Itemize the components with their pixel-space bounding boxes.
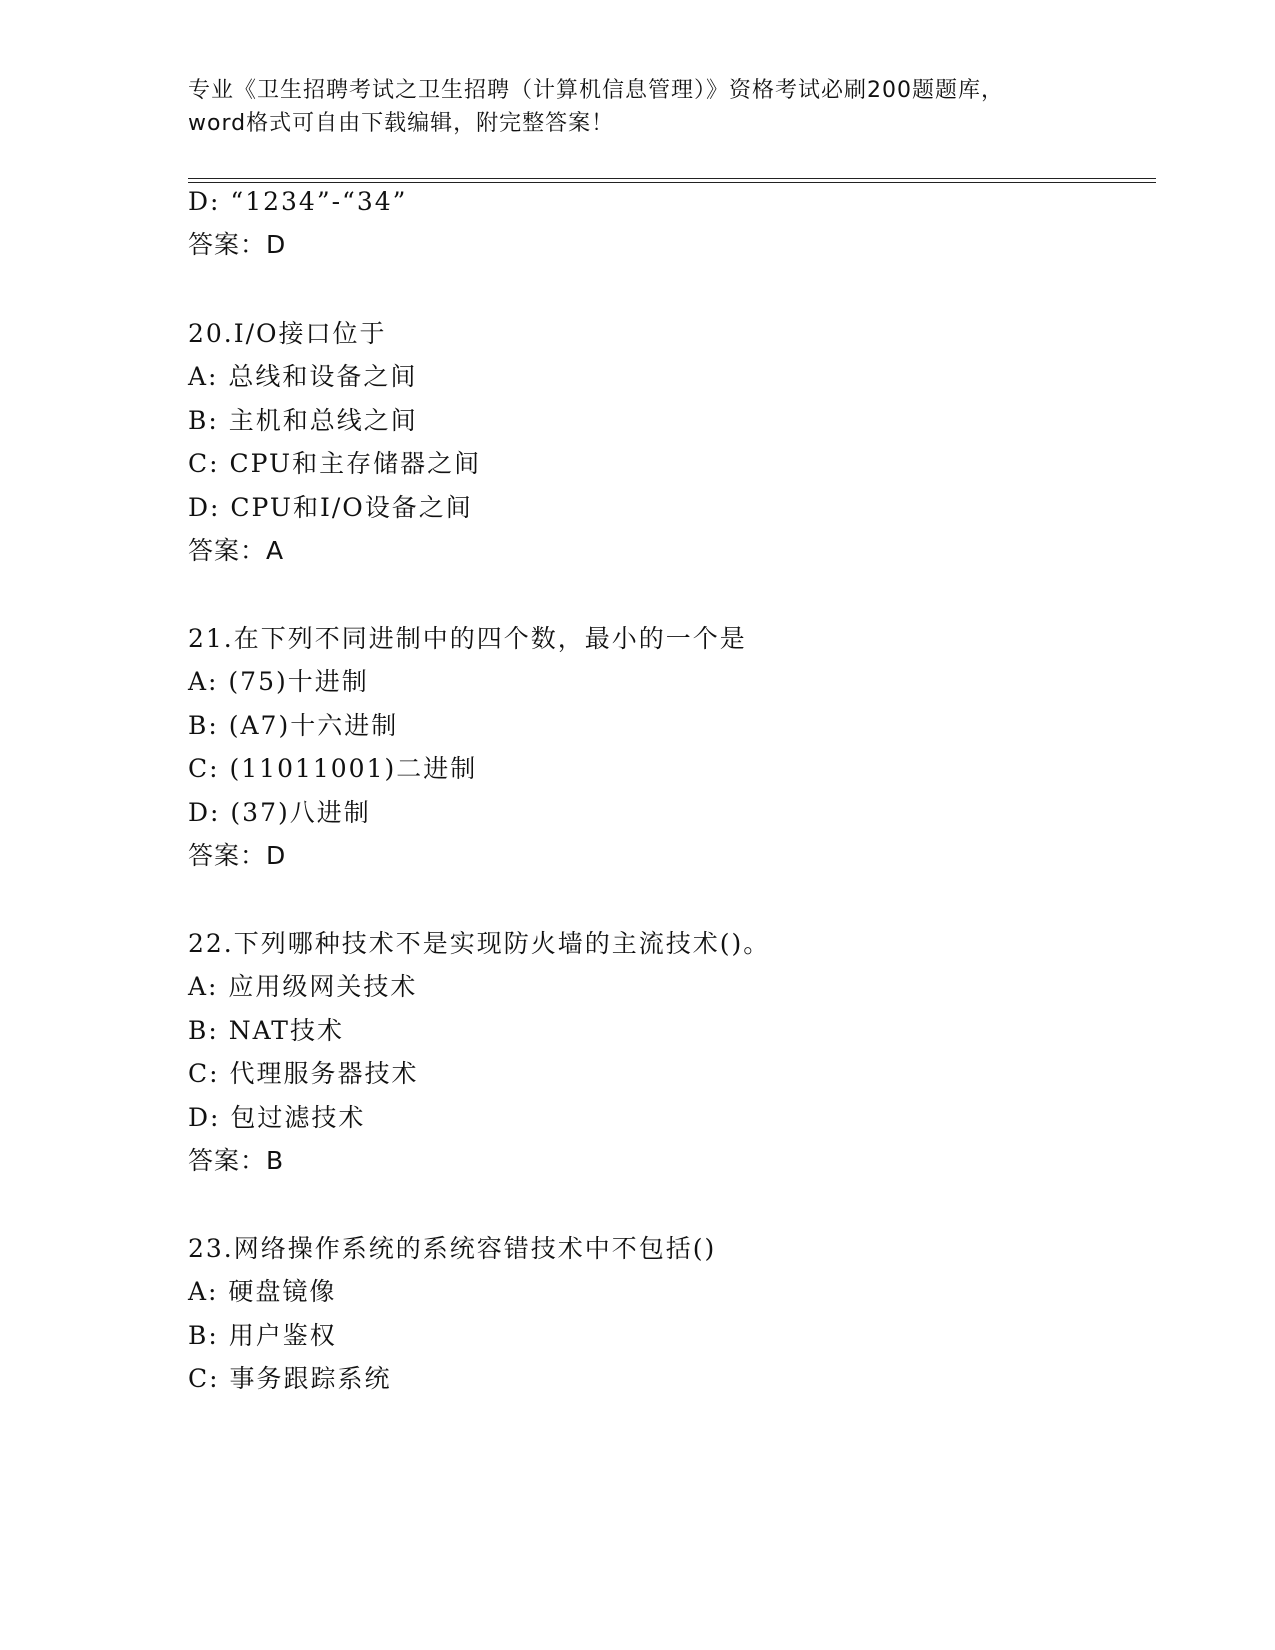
document-header xyxy=(188,74,1088,140)
header-line-1: 专业《卫生招聘考试之卫生招聘（计算机信息管理）》资格考试必刷200题题库， xyxy=(188,78,1004,103)
option-d: D: 包过滤技术 xyxy=(188,1103,366,1132)
option-b: B: (A7)十六进制 xyxy=(188,711,399,740)
option-d: D: (37)八进制 xyxy=(188,798,371,827)
option-b: B: 主机和总线之间 xyxy=(188,406,418,435)
question-stem: 21.在下列不同进制中的四个数，最小的一个是 xyxy=(188,624,747,653)
header-divider xyxy=(188,178,1156,183)
option-d: D: CPU和I/O设备之间 xyxy=(188,493,473,522)
option-a: A: 总线和设备之间 xyxy=(188,362,418,391)
option-c: C: (11011001)二进制 xyxy=(188,754,478,783)
answer: 答案：A xyxy=(188,536,285,565)
option-a: A: (75)十进制 xyxy=(188,667,369,696)
option-b: B: 用户鉴权 xyxy=(188,1321,337,1350)
question-stem: 22.下列哪种技术不是实现防火墙的主流技术()。 xyxy=(188,929,771,958)
option-c: C: CPU和主存储器之间 xyxy=(188,449,482,478)
question-stem: 23.网络操作系统的系统容错技术中不包括() xyxy=(188,1234,717,1263)
option-c: C: 事务跟踪系统 xyxy=(188,1364,392,1393)
option-a: A: 硬盘镜像 xyxy=(188,1277,337,1306)
answer: 答案：D xyxy=(188,230,287,259)
option-c: C: 代理服务器技术 xyxy=(188,1059,419,1088)
option-b: B: NAT技术 xyxy=(188,1016,344,1045)
answer: 答案：D xyxy=(188,841,287,870)
option-d: D: “1234”-“34” xyxy=(188,187,408,216)
question-stem: 20.I/O接口位于 xyxy=(188,319,387,348)
header-line-2: word格式可自由下载编辑，附完整答案！ xyxy=(188,111,615,136)
option-a: A: 应用级网关技术 xyxy=(188,972,418,1001)
answer: 答案：B xyxy=(188,1146,285,1175)
